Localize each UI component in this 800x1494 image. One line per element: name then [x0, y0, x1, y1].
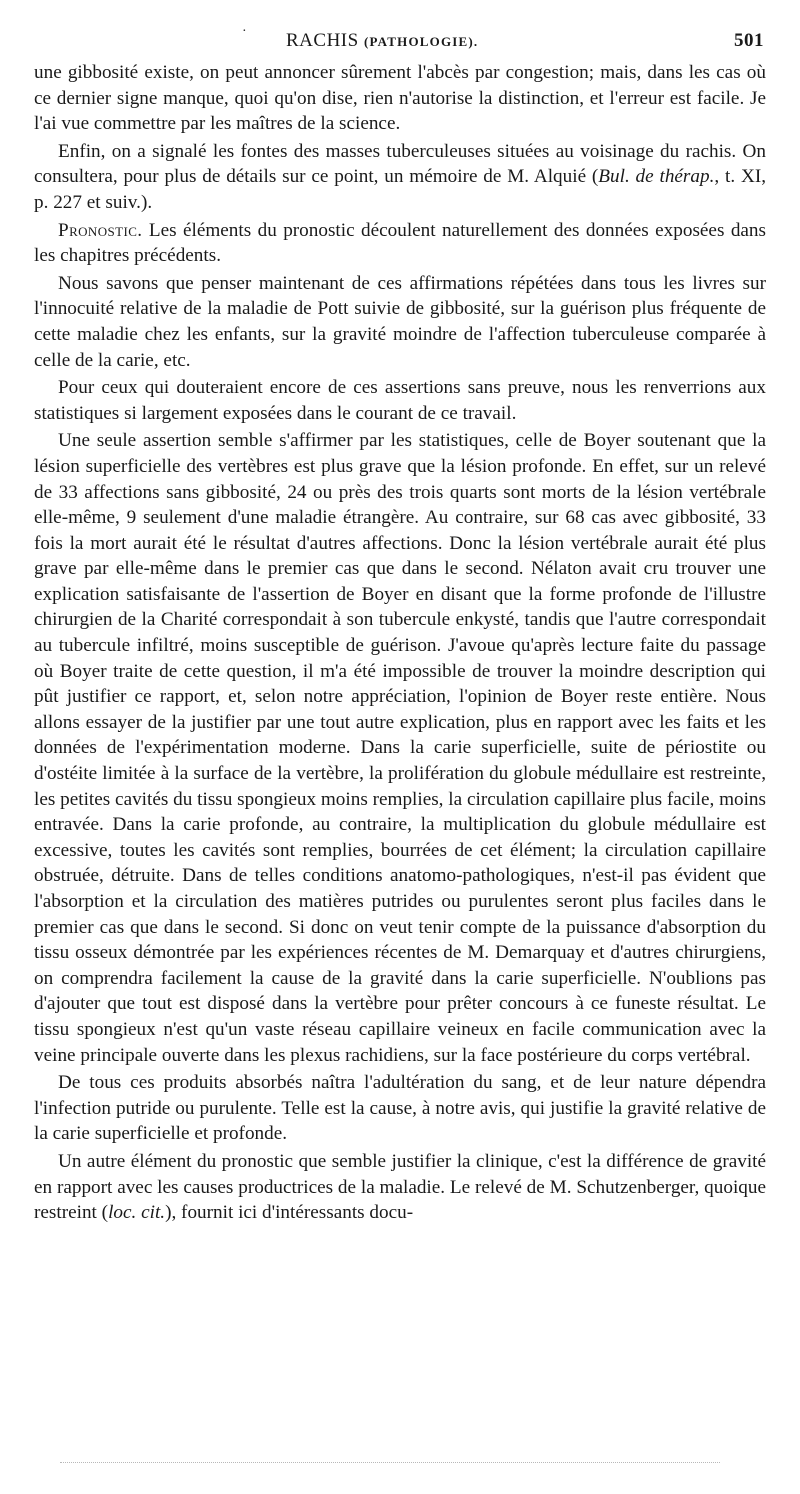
- italic-citation: Bul. de thérap.: [598, 166, 715, 188]
- running-head: [34, 24, 766, 60]
- paragraph: [34, 218, 766, 269]
- running-title-main: RACHIS: [286, 30, 359, 51]
- paragraph: [34, 1070, 766, 1147]
- paragraph-text: Pour ceux qui douteraient encore de ces assertions sans preuve, nous les renverrions aux statistiques si largement exposées dans le courant de ce travail.: [34, 377, 766, 424]
- paragraph-text: Enfin, on a signalé les fontes des masses tuberculeuses situées au voisinage du rachis. On consultera, pour plus de détails sur ce point, un mémoire de M. Alquié (: [34, 140, 766, 188]
- running-title: [286, 30, 478, 52]
- page-number: 501: [734, 30, 764, 51]
- paragraph-text: Les éléments du pronostic découlent naturellement des données exposées dans les chapitres précédents.: [34, 219, 766, 267]
- italic-citation: loc. cit.: [108, 1202, 166, 1224]
- book-page: [34, 24, 766, 1226]
- paragraph-text: De tous ces produits absorbés naîtra l'adultération du sang, et de leur nature dépendra l'infection putride ou purulente. Telle est la cause, à notre avis, qui justifie la gravité relative de la carie superficielle et profonde.: [34, 1072, 766, 1145]
- paragraph: [34, 271, 766, 373]
- paragraph-text: une gibbosité existe, on peut annoncer sûrement l'abcès par congestion; mais, dans les cas où ce dernier signe manque, quoi qu'on dise, rien n'autorise la distinction, et l'erreur est facile. Je l'ai vue commettre par les maîtres de la science.: [34, 62, 766, 135]
- paragraph: [34, 1149, 766, 1226]
- section-heading-inline: Pronostic.: [58, 219, 143, 241]
- paragraph: [34, 139, 766, 216]
- paragraph-text: Nous savons que penser maintenant de ces affirmations répétées dans tous les livres sur l'innocuité relative de la maladie de Pott suivie de gibbosité, sur la guérison plus fréquente de cette maladie chez les enfants, sur la gravité moindre de l'affection tuberculeuse comparée à celle de la carie, etc.: [34, 272, 766, 371]
- running-title-sub: (PATHOLOGIE).: [363, 34, 479, 49]
- paragraph-text: Un autre élément du pronostic que semble justifier la clinique, c'est la différence de gravité en rapport avec les causes productrices de la maladie. Le relevé de M. Schutzenberger, quoique restreint (: [34, 1150, 766, 1224]
- paragraph-text: Une seule assertion semble s'affirmer par les statistiques, celle de Boyer soutenant que la lésion superficielle des vertèbres est plus grave que la lésion profonde. En effet, sur un relevé de 33 affections sans gibbosité, 24 ou près des trois quarts sont morts de la lésion vertébrale elle-même, 9 seulement d'une maladie étrangère. Au contraire, sur 68 cas avec gibbosité, 33 fois la mort aurait été le résultat d'autres affections. Donc la lésion vertébrale aurait été plus grave par elle-même dans le premier cas que dans le second. Nélaton avait cru trouver une explication satisfaisante de l'assertion de Boyer en disant que la forme profonde de l'illustre chirurgien de la Charité correspondait à son tubercule enkysté, tandis que l'autre correspondait au tubercule infiltré, moins susceptible de guérison. J'avoue qu'après lecture faite du passage où Boyer traite de cette question, il m'a été impossible de trouver la moindre description qui pût justifier ce rapport, et, selon notre appréciation, l'opinion de Boyer reste entière. Nous allons essayer de la justifier par une tout autre explication, plus en rapport avec les faits et les données de l'expérimentation moderne. Dans la carie superficielle, suite de périostite ou d'ostéite limitée à la surface de la vertèbre, la prolifération du globule médullaire est restreinte, les petites cavités du tissu spongieux moins remplies, la circulation capillaire plus facile, moins entravée. Dans la carie profonde, au contraire, la multiplication du globule médullaire est excessive, toutes les cavités sont remplies, bourrées de cet élément; la circulation capillaire obstruée, détruite. Dans de telles conditions anatomo-pathologiques, n'est-il pas évident que l'absorption et la circulation des matières putrides ou purulentes seront plus faciles dans le premier cas que dans le second. Si donc on veut tenir compte de la puissance d'absorption du tissu osseux démontrée par les expériences récentes de M. Demarquay et d'autres chirurgiens, on comprendra facilement la cause de la gravité dans la carie superficielle. N'oublions pas d'ajouter que tout est disposé dans la vertèbre pour prêter concours à ce funeste résultat. Le tissu spongieux n'est qu'un vaste réseau capillaire veineux en facile communication avec la veine principale ouverte dans les plexus rachidiens, sur la face postérieure du corps vertébral.: [34, 430, 766, 1066]
- paragraph: [34, 375, 766, 426]
- print-speck: ·: [242, 24, 248, 39]
- paragraph: [34, 60, 766, 137]
- body-text: [34, 60, 766, 1226]
- footer-rule: [60, 1462, 720, 1463]
- paragraph-text: , t. XI, p. 227 et suiv.).: [34, 166, 766, 213]
- paragraph: [34, 428, 766, 1068]
- paragraph-text: ), fournit ici d'intéressants docu-: [165, 1202, 414, 1224]
